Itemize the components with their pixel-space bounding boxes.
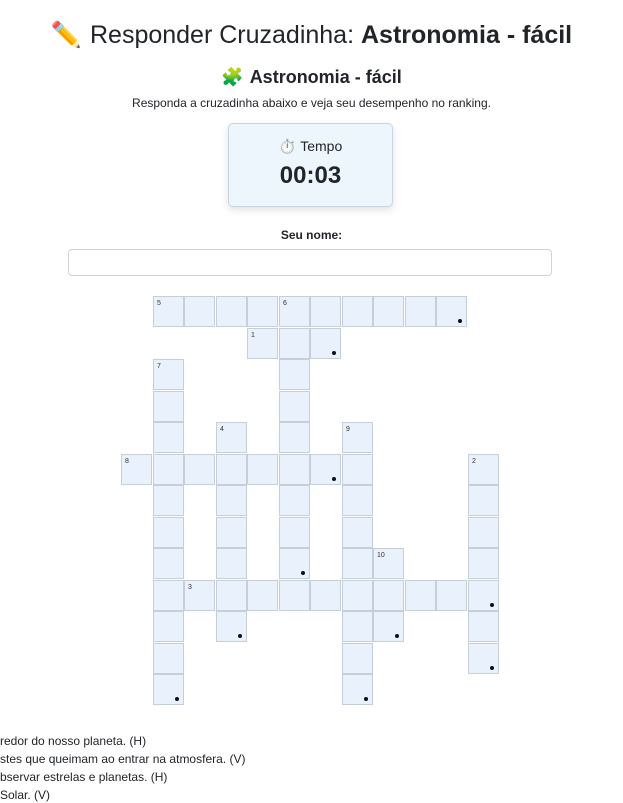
clue-item: redor do nosso planeta. (H) xyxy=(0,734,147,748)
crossword-cell[interactable] xyxy=(373,296,404,327)
crossword-cell[interactable] xyxy=(153,485,184,516)
word-end-marker xyxy=(490,603,494,607)
puzzle-title xyxy=(0,64,623,90)
crossword-cell[interactable] xyxy=(468,517,499,548)
page-title xyxy=(0,18,623,52)
word-end-marker xyxy=(175,697,179,701)
crossword-cell[interactable] xyxy=(153,454,184,485)
crossword-cell[interactable] xyxy=(373,548,404,579)
puzzle-title-text: Astronomia - fácil xyxy=(249,67,402,87)
crossword-cell[interactable] xyxy=(184,296,215,327)
crossword-cell[interactable] xyxy=(342,296,373,327)
word-end-marker xyxy=(301,571,305,575)
crossword-cell[interactable] xyxy=(153,643,184,674)
clue-number: 2 xyxy=(472,458,476,465)
crossword-cell[interactable] xyxy=(468,548,499,579)
clue-number: 7 xyxy=(157,363,161,370)
crossword-cell[interactable] xyxy=(279,517,310,548)
word-end-marker xyxy=(458,319,462,323)
crossword-cell[interactable] xyxy=(468,454,499,485)
crossword-cell[interactable] xyxy=(436,296,467,327)
word-end-marker xyxy=(364,697,368,701)
clue-item: stes que queimam ao entrar na atmosfera. (V) xyxy=(0,752,246,766)
crossword-cell[interactable] xyxy=(279,580,310,611)
crossword-cell[interactable] xyxy=(216,517,247,548)
crossword-cell[interactable] xyxy=(310,580,341,611)
crossword-cell[interactable] xyxy=(121,454,152,485)
crossword-cell[interactable] xyxy=(153,611,184,642)
clue-number: 6 xyxy=(283,300,287,307)
crossword-cell[interactable] xyxy=(279,454,310,485)
puzzle-piece-icon: 🧩 xyxy=(221,67,244,87)
word-end-marker xyxy=(490,666,494,670)
timer-label xyxy=(229,137,392,155)
crossword-cell[interactable] xyxy=(405,296,436,327)
crossword-cell[interactable] xyxy=(310,296,341,327)
crossword-cell[interactable] xyxy=(216,422,247,453)
clue-number: 10 xyxy=(377,552,385,559)
crossword-cell[interactable] xyxy=(279,359,310,390)
crossword-cell[interactable] xyxy=(468,485,499,516)
timer-card xyxy=(228,123,393,207)
crossword-cell[interactable] xyxy=(184,580,215,611)
crossword-cell[interactable] xyxy=(342,580,373,611)
crossword-cell[interactable] xyxy=(342,422,373,453)
clue-list xyxy=(0,733,623,802)
clue-number: 4 xyxy=(220,426,224,433)
crossword-cell[interactable] xyxy=(247,580,278,611)
crossword-cell[interactable] xyxy=(373,580,404,611)
crossword-cell[interactable] xyxy=(247,328,278,359)
crossword-cell[interactable] xyxy=(342,485,373,516)
word-end-marker xyxy=(395,634,399,638)
crossword-cell[interactable] xyxy=(247,454,278,485)
crossword-cell[interactable] xyxy=(342,611,373,642)
crossword-cell[interactable] xyxy=(310,328,341,359)
timer-label-text: Tempo xyxy=(300,138,343,154)
word-end-marker xyxy=(238,634,242,638)
crossword-cell[interactable] xyxy=(216,296,247,327)
clue-item: bservar estrelas e planetas. (H) xyxy=(0,770,168,784)
name-input[interactable] xyxy=(68,249,552,276)
crossword-cell[interactable] xyxy=(279,296,310,327)
crossword-cell[interactable] xyxy=(153,296,184,327)
page-title-puzzle-name: Astronomia - fácil xyxy=(360,21,573,49)
crossword-cell[interactable] xyxy=(342,517,373,548)
crossword-cell[interactable] xyxy=(342,454,373,485)
crossword-cell[interactable] xyxy=(216,580,247,611)
word-end-marker xyxy=(332,477,336,481)
crossword-cell[interactable] xyxy=(405,580,436,611)
crossword-cell[interactable] xyxy=(279,485,310,516)
crossword-cell[interactable] xyxy=(153,548,184,579)
crossword-cell[interactable] xyxy=(216,485,247,516)
crossword-cell[interactable] xyxy=(184,454,215,485)
crossword-cell[interactable] xyxy=(468,643,499,674)
clue-item: Solar. (V) xyxy=(0,788,51,802)
crossword-cell[interactable] xyxy=(279,328,310,359)
crossword-cell[interactable] xyxy=(468,611,499,642)
crossword-cell[interactable] xyxy=(153,580,184,611)
crossword-cell[interactable] xyxy=(153,422,184,453)
puzzle-description: Responda a cruzadinha abaixo e veja seu desempenho no ranking. xyxy=(132,96,491,110)
crossword-cell[interactable] xyxy=(153,359,184,390)
crossword-cell[interactable] xyxy=(373,611,404,642)
crossword-cell[interactable] xyxy=(216,611,247,642)
crossword-cell[interactable] xyxy=(216,548,247,579)
crossword-cell[interactable] xyxy=(153,391,184,422)
crossword-cell[interactable] xyxy=(342,674,373,705)
crossword-cell[interactable] xyxy=(153,517,184,548)
clue-number: 8 xyxy=(125,458,129,465)
timer-value: 00:03 xyxy=(279,162,342,189)
clue-number: 1 xyxy=(251,332,255,339)
word-end-marker xyxy=(332,351,336,355)
pencil-icon: ✏️ xyxy=(50,21,82,49)
clue-number: 9 xyxy=(346,426,350,433)
name-label: Seu nome: xyxy=(280,228,343,242)
crossword-cell[interactable] xyxy=(342,643,373,674)
stopwatch-icon: ⏱️ xyxy=(278,138,297,154)
crossword-cell[interactable] xyxy=(153,674,184,705)
crossword-cell[interactable] xyxy=(279,391,310,422)
clue-number: 3 xyxy=(188,584,192,591)
crossword-cell[interactable] xyxy=(216,454,247,485)
crossword-cell[interactable] xyxy=(342,548,373,579)
crossword-cell[interactable] xyxy=(468,580,499,611)
crossword-cell[interactable] xyxy=(436,580,467,611)
crossword-cell[interactable] xyxy=(279,422,310,453)
crossword-cell[interactable] xyxy=(310,454,341,485)
page-title-prefix: Responder Cruzadinha: xyxy=(89,21,361,49)
crossword-cell[interactable] xyxy=(279,548,310,579)
crossword-cell[interactable] xyxy=(247,296,278,327)
clue-number: 5 xyxy=(157,300,161,307)
